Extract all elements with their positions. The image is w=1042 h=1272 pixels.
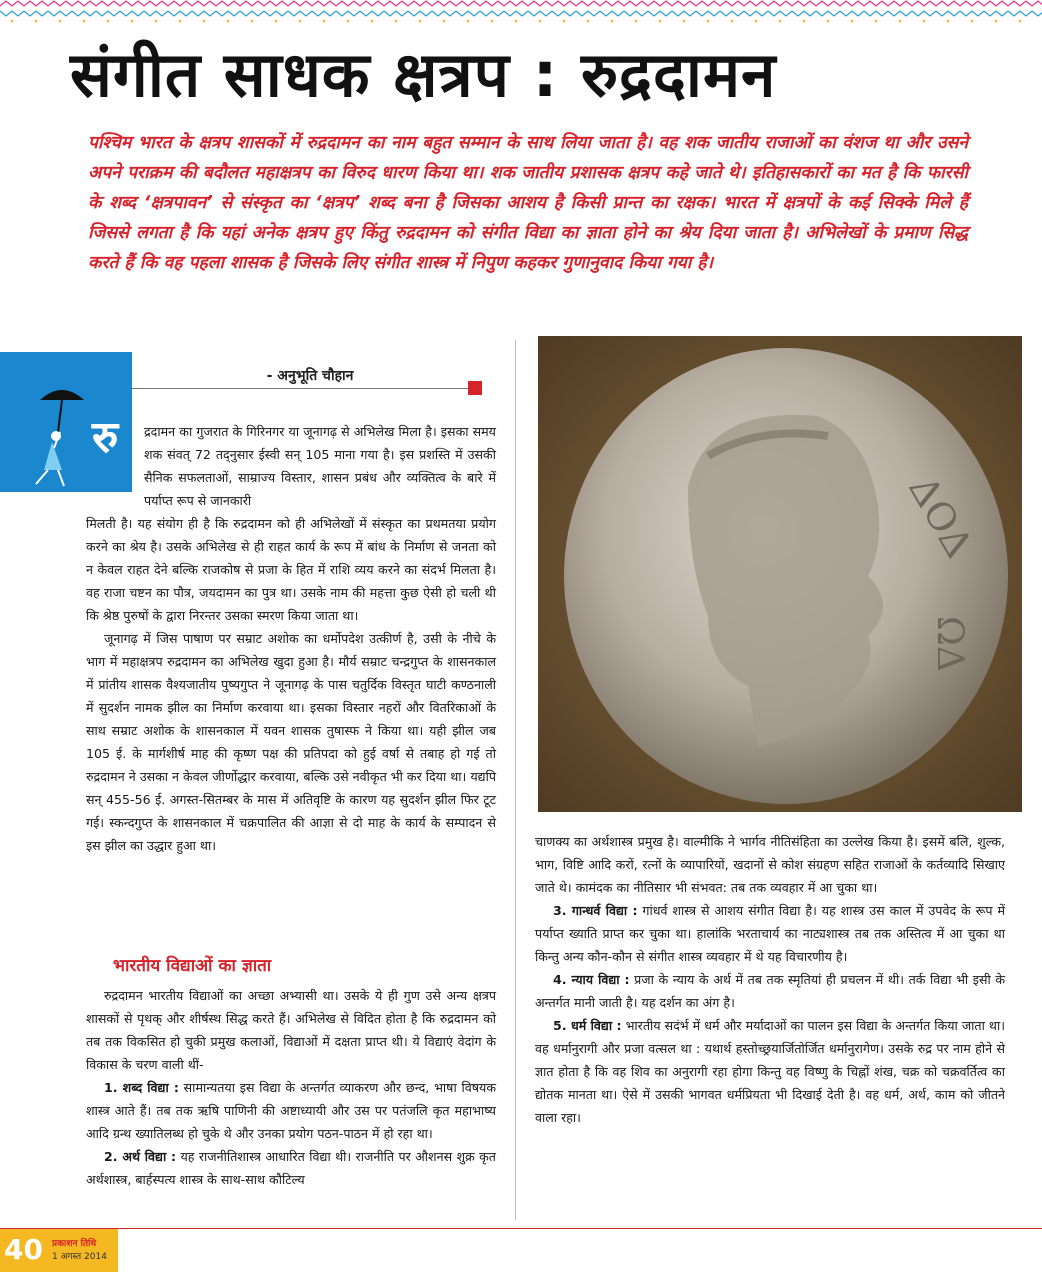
- decorative-top-border: [0, 0, 1042, 26]
- list-item-3: 3. गान्धर्व विद्या : गांधर्व शास्त्र से आशय संगीत विद्या है। यह शास्त्र उस काल में उपवेद के रूप में पर्याप्त ख्याति प्राप्त कर चुका था। हालांकि भरताचार्य का नाट्यशास्त्र तब तक अस्तित्व में आ चुका था किन्तु अन्य कौन-कौन से संगीत शास्त्र व्यवहार में थे यह विचारणीय है।: [535, 903, 1005, 964]
- page-number: 40: [4, 1233, 43, 1266]
- footer-rule: [0, 1228, 1042, 1229]
- list-item-2: 2. अर्थ विद्या : यह राजनीतिशास्त्र आधारित विद्या थी। राजनीति पर औशनस शुक्र कृत अर्थशास्त्र, बार्हस्पत्य शास्त्र के साथ-साथ कौटिल्य: [86, 1149, 496, 1187]
- list-item-1: 1. शब्द विद्या : सामान्यतया इस विद्या के अन्तर्गत व्याकरण और छन्द, भाषा विषयक शास्त्र आते हैं। तब तक ऋषि पाणिनी की अष्टाध्यायी और उस पर पतंजलि कृत महाभाष्य आदि ग्रन्थ ख्यातिलब्ध हो चुके थे और उनका प्रयोग पठन-पाठन में हो रहा था।: [86, 1080, 497, 1141]
- publication-date: 1 अगस्त 2014: [52, 1252, 107, 1262]
- paragraph-1-top-text: द्रदामन का गुजरात के गिरिनगर या जूनागढ़ से अभिलेख मिला है। इसका समय शक संवत् 72 तद्नुसार ईस्वी सन् 105 माना गया है। इस प्रशस्ति में उसकी सैनिक सफलताओं, साम्राज्य विस्तार, शासन प्रबंध और व्यक्तित्व के बारे में पर्याप्त रूप से जानकारी: [144, 424, 496, 508]
- publication-label: प्रकाशन तिथि: [52, 1239, 97, 1249]
- section-heading: भारतीय विद्याओं का ज्ञाता: [113, 956, 272, 976]
- list-item-5: 5. धर्म विद्या : भारतीय सदंर्भ में धर्म और मर्यादाओं का पालन इस विद्या के अन्तर्गत किया जाता था। वह धर्मानुरागी और प्रजा वत्सल था : यथार्थ हस्तोच्छ्रयार्जितोर्जित धर्मानुरागेण। उसके रुद्र पर नाम होने से ज्ञात होता है कि वह शिव का अनुरागी रहा होगा किन्तु वह विष्णु के चिह्नों शंख, चक्र को चक्रवर्तित्व का द्योतक मानता था। ऐसे में उसकी भागवत धर्मप्रियता भी दिखाई देती है। वह धर्म, अर्थ, काम को जीतने वाला रहा।: [535, 1018, 1005, 1125]
- paragraph-3: रुद्रदामन भारतीय विद्याओं का अच्छा अभ्यासी था। उसके ये ही गुण उसे अन्य क्षत्रप शासकों से पृथक् और शीर्षस्थ सिद्ध करते हैं। अभिलेख से विदित होता है कि रुद्रदामन को तब तक विकसित हो चुकी प्रमुख कलाओं, विद्याओं में दक्षता प्राप्त थी। ये विद्याएं वेदांग के विकास के चरण वाली थीं-: [86, 988, 496, 1072]
- column-1-body: [86, 512, 496, 857]
- column-2-paragraph-1: चाणक्य का अर्थशास्त्र प्रमुख है। वाल्मीकि ने भार्गव नीतिसंहिता का उल्लेख किया है। इसमें बलि, शुल्क, भाग, विष्टि आदि करों, रत्नों के व्यापारियों, खदानों से कोश संग्रहण सहित राजाओं के कर्तव्यादि सिखाए जाते थे। कामंदक का नीतिसार भी संभवत: तब तक व्यवहार में आ चुका था।: [535, 834, 1005, 895]
- article-intro: पश्चिम भारत के क्षत्रप शासकों में रुद्रदामन का नाम बहुत सम्मान के साथ लिया जाता है। वह शक जातीय राजाओं का वंशज था और उसने अपने पराक्रम की बदौलत महाक्षत्रप का विरुद धारण किया था। शक जातीय प्रशासक क्षत्रप कहे जाते थे। इतिहासकारों का मत है कि फारसी के शब्द ‘क्षत्रपावन’ से संस्कृत का ‘क्षत्रप’ शब्द बना है जिसका आशय है किसी प्रान्त का रक्षक। भारत में क्षत्रपों के कई सिक्के मिले हैं जिससे लगता है कि यहां अनेक क्षत्रप हुए किंतु रुद्रदामन को संगीत विद्या का ज्ञाता होने का श्रेय दिया जाता है। अभिलेखों के प्रमाण सिद्ध करते हैं कि वह पहला शासक है जिसके लिए संगीत शास्त्र में निपुण कहकर गुणानुवाद किया गया है।: [88, 133, 969, 273]
- svg-text:ΔOΔ: ΔOΔ: [900, 468, 982, 566]
- column-divider: [515, 340, 516, 1220]
- paragraph-1-top: [144, 420, 496, 512]
- column-1-lower: [86, 984, 496, 1191]
- list-item-4: 4. न्याय विद्या : प्रजा के न्याय के अर्थ में तब तक स्मृतियां ही प्रचलन में थी। तर्क विद्या भी इसी के अन्तर्गत मानी जाती है। यह दर्शन का अंग है।: [535, 972, 1005, 1010]
- paragraph-2: जूनागढ़ में जिस पाषाण पर सम्राट अशोक का धर्मोपदेश उत्कीर्ण है, उसी के नीचे के भाग में महाक्षत्रप रुद्रदामन का अभिलेख खुदा हुआ है। मौर्य सम्राट चन्द्रगुप्त के शासनकाल में प्रांतीय शासक वैश्यजातीय पुष्यगुप्त ने जूनागढ़ के पास चतुर्दिक विस्तृत घाटी कण्ठनाली में सुदर्शन नामक झील का निर्माण करवाया था। इसका विस्तार नहरों और वितरिकाओं के साथ सम्राट अशोक के शासनकाल में यवन शासक तुषास्फ ने किया था। यही झील जब 105 ई. के मार्गशीर्ष माह की कृष्ण पक्ष की प्रतिपदा को हुई वर्षा से तबाह हो गई तो रुद्रदामन ने उसका न केवल जीर्णोद्धार करवाया, बल्कि उसे नवीकृत भी कर दिया था। यद्यपि सन् 455-56 ई. अगस्त-सितम्बर के मास में अतिवृष्टि के कारण यह सुदर्शन झील फिर टूट गई। स्कन्दगुप्त के शासनकाल में चक्रपालित की आज्ञा से दो माह के कार्य के सम्पादन से इस झील का उद्धार हुआ था।: [86, 631, 496, 853]
- coin-photo: [538, 336, 1022, 812]
- paragraph-1-rest: मिलती है। यह संयोग ही है कि रुद्रदामन को ही अभिलेखों में संस्कृत का प्रथमतया प्रयोग करने का श्रेय है। उसके अभिलेख से ही राहत कार्य के रूप में बांध के निर्माण से जनता को न केवल राहत देने बल्कि राजकोष से प्रजा के हित में राशि व्यय करने का संदर्भ मिलता है। वह राजा चष्टन का पौत्र, जयदामन का पुत्र था। उसके नाम की महत्ता कुछ ऐसी हो चली थी कि श्रेष्ठ पुरुषों के द्वारा निरन्तर उसका स्मरण किया जाता था।: [86, 516, 496, 623]
- red-square-marker: [468, 381, 482, 395]
- author-byline: - अनुभूति चौहान: [266, 368, 354, 384]
- author-rule: [132, 388, 477, 389]
- svg-text:ΩΔ: ΩΔ: [929, 616, 970, 672]
- column-2-body: [535, 830, 1005, 1129]
- article-title: संगीत साधक क्षत्रप : रुद्रदामन: [70, 38, 777, 111]
- dropcap-letter: रु: [92, 412, 119, 463]
